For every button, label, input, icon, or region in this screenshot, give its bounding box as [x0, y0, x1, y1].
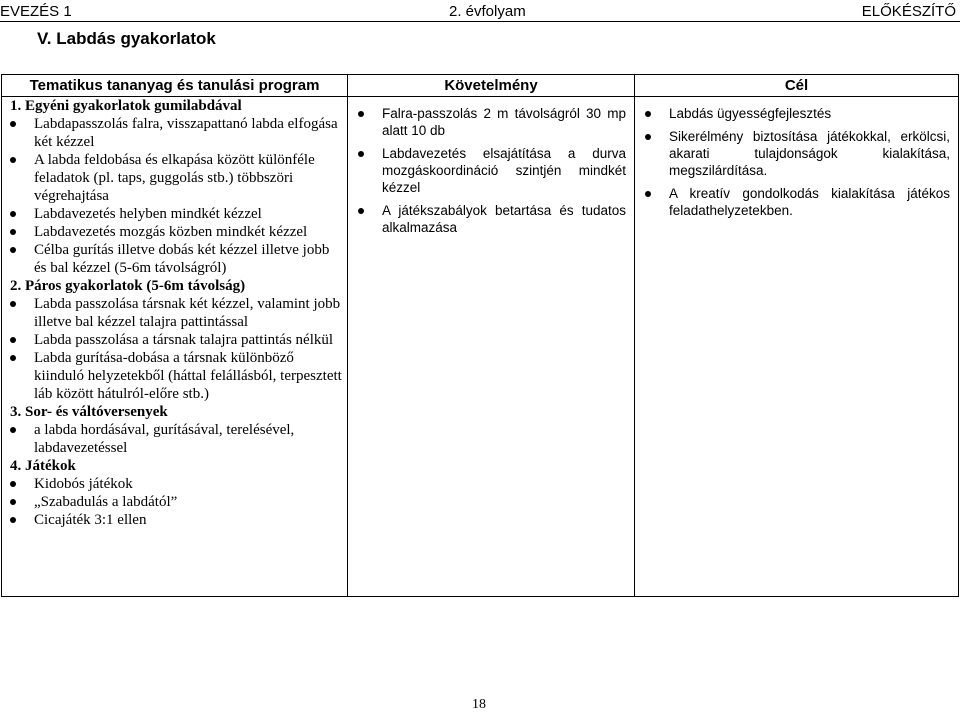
group-heading: 1. Egyéni gyakorlatok gumilabdával [10, 98, 242, 114]
column-header-content: Tematikus tananyag és tanulási program [2, 75, 348, 97]
list-item: „Szabadulás a labdától” [10, 493, 345, 511]
header-right: ELŐKÉSZÍTŐ [861, 3, 956, 20]
curriculum-table [1, 74, 959, 597]
header-rule [0, 21, 960, 22]
requirement-item: Falra-passzolás 2 m távolságról 30 mp alatt 10 db [358, 105, 626, 139]
group-heading: 3. Sor- és váltóversenyek [10, 404, 168, 420]
page-number: 18 [472, 697, 486, 712]
list-item: Labdavezetés helyben mindkét kézzel [10, 205, 345, 223]
group-list [10, 295, 345, 403]
column-header-goal: Cél [635, 75, 959, 97]
goal-cell [635, 97, 959, 597]
table-header-row [2, 75, 959, 97]
group-list [10, 115, 345, 277]
list-item: Labdavezetés mozgás közben mindkét kézzel [10, 223, 345, 241]
requirement-cell [348, 97, 635, 597]
list-item: a labda hordásával, gurításával, terelésével, labdavezetéssel [10, 421, 345, 457]
header-left: EVEZÉS 1 [0, 3, 72, 20]
table-body-row [2, 97, 959, 597]
goal-list [645, 105, 950, 219]
page-header [0, 0, 960, 20]
list-item: Kidobós játékok [10, 475, 345, 493]
goal-item: Labdás ügyességfejlesztés [645, 105, 950, 122]
content-cell [2, 97, 348, 597]
group-list [10, 421, 345, 457]
goal-item: A kreatív gondolkodás kialakítása játékos feladathelyzetekben. [645, 185, 950, 219]
requirement-item: Labdavezetés elsajátítása a durva mozgáskoordináció szintjén mindkét kézzel [358, 145, 626, 196]
goal-item: Sikerélmény biztosítása játékokkal, erkölcsi, akarati tulajdonságok kialakítása, megszilárdítása. [645, 128, 950, 179]
list-item: Célba gurítás illetve dobás két kézzel illetve jobb és bal kézzel (5-6m távolságról) [10, 241, 345, 277]
list-item: Labda passzolása a társnak talajra pattintás nélkül [10, 331, 345, 349]
requirement-list [358, 105, 626, 236]
list-item: Labdapasszolás falra, visszapattanó labda elfogása két kézzel [10, 115, 345, 151]
section-title: V. Labdás gyakorlatok [37, 29, 216, 48]
requirement-item: A játékszabályok betartása és tudatos alkalmazása [358, 202, 626, 236]
group-list [10, 475, 345, 529]
list-item: A labda feldobása és elkapása között különféle feladatok (pl. taps, guggolás stb.) többszöri végrehajtása [10, 151, 345, 205]
list-item: Labda gurítása-dobása a társnak különböző kiinduló helyzetekből (háttal felállásból, terpesztett láb között hátulról-előre stb.) [10, 349, 345, 403]
list-item: Labda passzolása társnak két kézzel, valamint jobb illetve bal kézzel talajra pattintással [10, 295, 345, 331]
group-heading: 2. Páros gyakorlatok (5-6m távolság) [10, 278, 246, 294]
group-heading: 4. Játékok [10, 458, 76, 474]
column-header-requirement: Követelmény [348, 75, 635, 97]
header-center: 2. évfolyam [449, 3, 526, 20]
list-item: Cicajáték 3:1 ellen [10, 511, 345, 529]
